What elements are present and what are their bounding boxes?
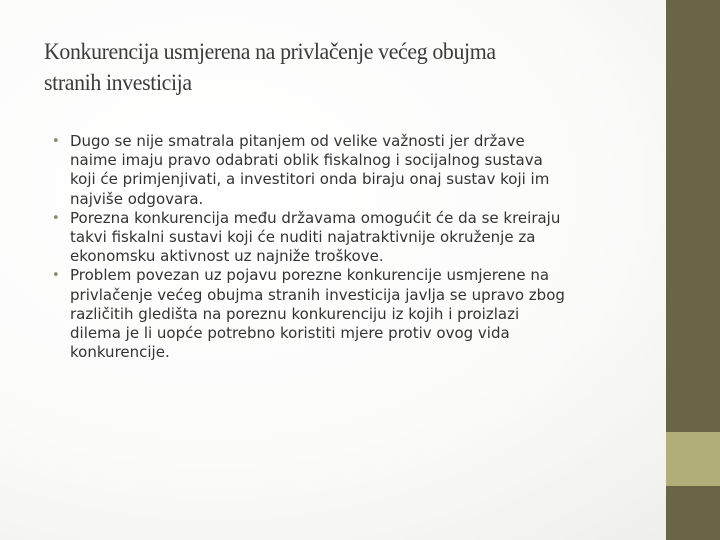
bullet-icon: • <box>52 210 60 226</box>
bullet-item <box>52 266 652 362</box>
bullet-item <box>52 209 652 267</box>
bullet-line: dilema je li uopće potrebno koristiti mjere protiv ovog vida <box>70 324 510 343</box>
bullet-line: najviše odgovara. <box>70 189 204 208</box>
bullet-line: Porezna konkurencija među državama omogućit će da se kreiraju <box>70 208 561 227</box>
bullet-line: takvi fiskalni sustavi koji će nuditi najatraktivnije okruženje za <box>70 228 536 247</box>
side-accent-block <box>666 432 720 486</box>
bullet-line: koji će primjenjivati, a investitori onda biraju onaj sustav koji im <box>70 170 550 189</box>
bullet-line: Dugo se nije smatrala pitanjem od velike važnosti jer države <box>70 132 525 150</box>
bullet-line: konkurencije. <box>70 343 170 362</box>
bullet-line: privlačenje većeg obujma stranih investicija javlja se upravo zbog <box>70 285 565 304</box>
bullet-item <box>52 132 652 209</box>
bullet-icon: • <box>52 268 60 284</box>
bullet-line: Problem povezan uz pojavu porezne konkurencije usmjerene na <box>70 266 550 285</box>
bullet-line: ekonomsku aktivnost uz najniže troškove. <box>70 247 384 266</box>
bullet-icon: • <box>52 134 60 149</box>
bullet-line: naime imaju pravo odabrati oblik fiskalnog i socijalnog sustava <box>70 151 543 170</box>
bullet-line: različitih gledišta na poreznu konkurenciju iz kojih i proizlazi <box>70 304 520 323</box>
title-line-2: stranih investicija <box>44 70 192 96</box>
slide-title <box>44 37 602 99</box>
title-line-1: Konkurencija usmjerena na privlačenje većeg obujma <box>44 39 496 65</box>
bullet-list <box>52 132 652 362</box>
